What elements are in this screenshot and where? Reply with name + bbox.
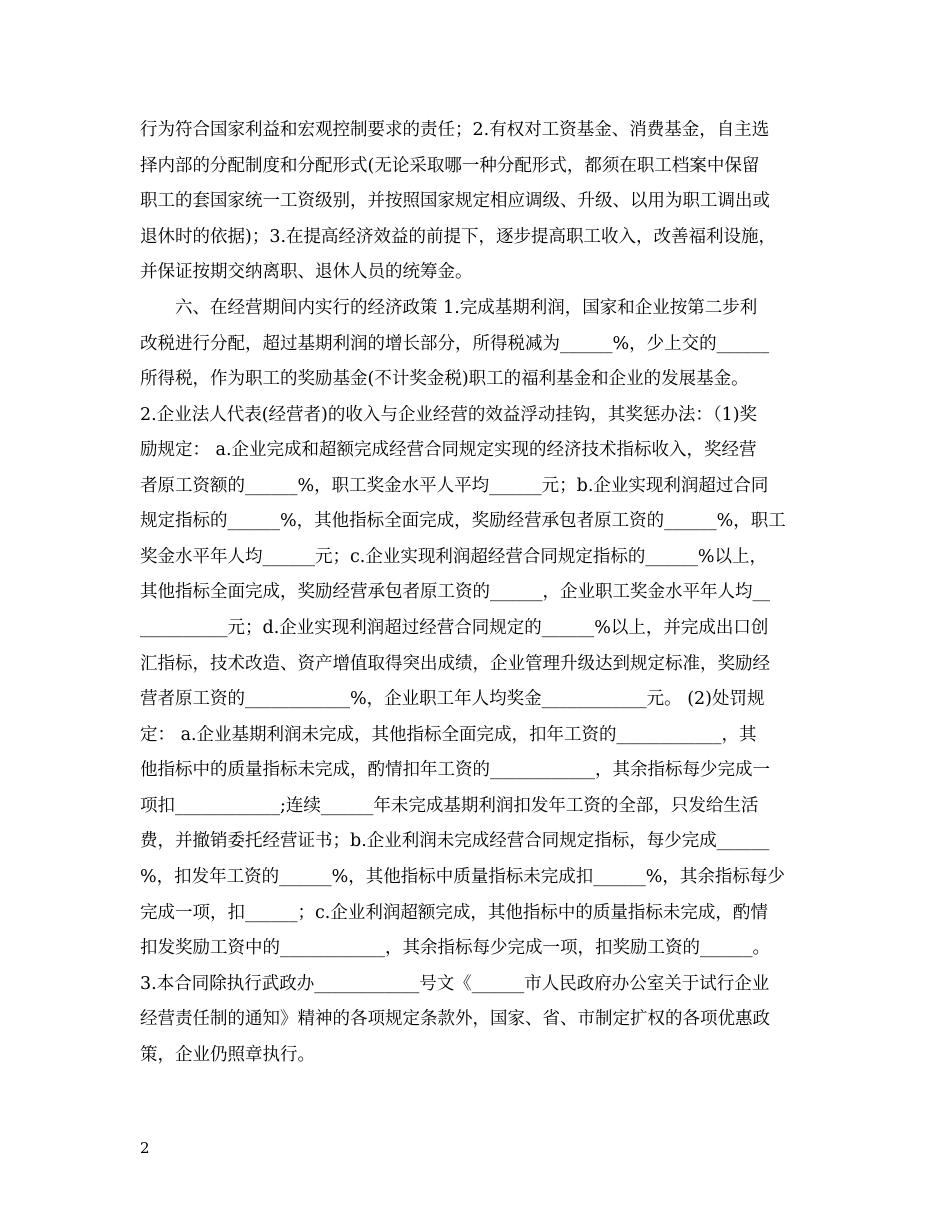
body-text-line: 者原工资额的______%，职工奖金水平人平均______元；b.企业实现利润超过合同 xyxy=(140,476,769,496)
body-text-line: 扣发奖励工资中的____________，其余指标每少完成一项，扣奖励工资的______。 xyxy=(140,938,770,958)
body-text-line: 奖金水平年人均______元；c.企业实现利润超经营合同规定指标的______%以上， xyxy=(140,547,767,567)
body-text-line: 退休时的依据)；3.在提高经济效益的前提下，逐步提高职工收入，改善福利设施， xyxy=(140,227,777,247)
body-text-line: 他指标中的质量指标未完成，酌情扣年工资的____________，其余指标每少完成一 xyxy=(140,760,770,780)
body-text-line: 规定指标的______%，其他指标全面完成，奖励经营承包者原工资的______%，职工 xyxy=(140,511,786,531)
body-text-line: 完成一项，扣______；c.企业利润超额完成，其他指标中的质量指标未完成，酌情 xyxy=(140,903,768,923)
body-text-line: 费，并撤销委托经营证书；b.企业利润未完成经营合同规定指标，每少完成______ xyxy=(140,831,770,851)
body-text-line: __________元；d.企业实现利润超过经营合同规定的______%以上，并完成出口创 xyxy=(140,618,769,638)
body-text-line: 其他指标全面完成，奖励经营承包者原工资的______，企业职工奖金水平年人均__ xyxy=(140,582,770,602)
page-number: 2 xyxy=(140,1139,150,1157)
body-text-line: 行为符合国家利益和宏观控制要求的责任；2.有权对工资基金、消费基金，自主选 xyxy=(140,120,770,140)
body-text-line: 定： a.企业基期利润未完成，其他指标全面完成，扣年工资的____________，其 xyxy=(140,725,757,745)
body-text-line: 励规定： a.企业完成和超额完成经营合同规定实现的经济技术指标收入，奖经营 xyxy=(140,440,757,460)
body-text-line: 经营责任制的通知》精神的各项规定条款外，国家、省、市制定扩权的各项优惠政 xyxy=(140,1009,770,1029)
body-text-line: 择内部的分配制度和分配形式(无论采取哪一种分配形式，都须在职工档案中保留 xyxy=(140,156,760,176)
body-text-line: 汇指标，技术改造、资产增值取得突出成绩，企业管理升级达到规定标准，奖励经 xyxy=(140,654,770,674)
body-text-line: 项扣____________;连续______年未完成基期利润扣发年工资的全部，只发给生活 xyxy=(140,796,759,816)
body-text-line: 2.企业法人代表(经营者)的收入与企业经营的效益浮动挂钩，其奖惩办法：（1)奖 xyxy=(140,405,758,425)
body-text-line: 改税进行分配，超过基期利润的增长部分，所得税减为______%，少上交的______ xyxy=(140,334,770,354)
body-text-line: 营者原工资的____________%，企业职工年人均奖金____________元。 (2)处罚规 xyxy=(140,689,765,709)
body-text-line: 职工的套国家统一工资级别，并按照国家规定相应调级、升级、以用为职工调出或 xyxy=(140,191,770,211)
body-text-line: 所得税，作为职工的奖励基金(不计奖金税)职工的福利基金和企业的发展基金。 xyxy=(140,369,749,389)
body-text-line: %，扣发年工资的______%，其他指标中质量指标未完成扣______%，其余指标每少 xyxy=(140,867,785,887)
body-text-line: 策，企业仍照章执行。 xyxy=(140,1045,315,1065)
body-text-line: 并保证按期交纳离职、退休人员的统筹金。 xyxy=(140,262,473,282)
body-text-line: 3.本合同除执行武政办____________号文《______市人民政府办公室关于试行企业 xyxy=(140,974,770,994)
body-text-line: 六、在经营期间内实行的经济政策 1.完成基期利润，国家和企业按第二步利 xyxy=(140,298,758,318)
